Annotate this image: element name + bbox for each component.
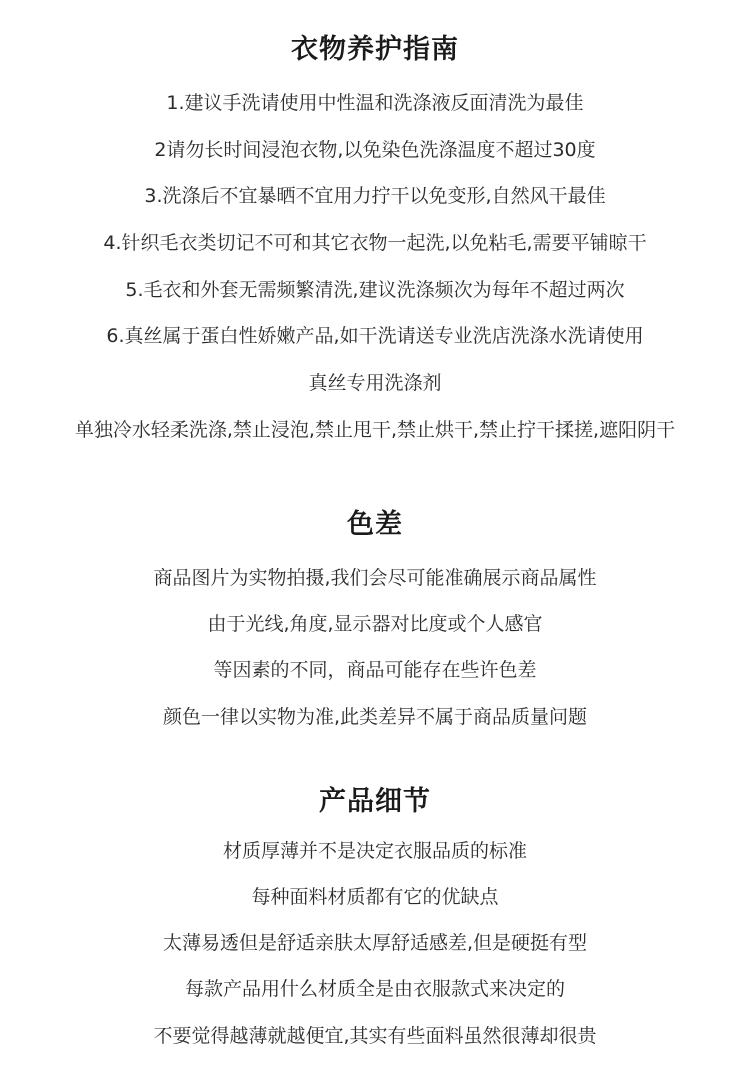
color-difference-line-2: 由于光线,角度,显示器对比度或个人感官 — [207, 613, 543, 635]
color-difference-title: 色差 — [347, 509, 403, 540]
care-guide-line-4: 4.针织毛衣类切记不可和其它衣物一起洗,以免粘毛,需要平铺晾干 — [103, 232, 647, 254]
product-details-title: 产品细节 — [319, 786, 431, 817]
care-guide-line-7: 真丝专用洗涤剂 — [308, 372, 442, 394]
care-guide-line-2: 2请勿长时间浸泡衣物,以免染色洗涤温度不超过30度 — [154, 139, 596, 161]
product-details-line-4: 每款产品用什么材质全是由衣服款式来决定的 — [184, 978, 565, 1000]
product-details-line-5: 不要觉得越薄就越便宜,其实有些面料虽然很薄却很贵 — [153, 1025, 597, 1047]
care-guide-line-1: 1.建议手洗请使用中性温和洗涤液反面清洗为最佳 — [166, 92, 584, 114]
care-guide-line-6: 6.真丝属于蛋白性娇嫩产品,如干洗请送专业洗店洗涤水洗请使用 — [106, 325, 644, 347]
care-guide-title: 衣物养护指南 — [291, 34, 459, 65]
care-guide-line-3: 3.洗涤后不宜暴晒不宜用力拧干以免变形,自然风干最佳 — [144, 185, 606, 207]
care-guide-line-5: 5.毛衣和外套无需频繁清洗,建议洗涤频次为每年不超过两次 — [125, 279, 625, 301]
color-difference-line-4: 颜色一律以实物为准,此类差异不属于商品质量问题 — [162, 706, 588, 728]
color-difference-line-3: 等因素的不同，商品可能存在些许色差 — [213, 659, 537, 681]
care-guide-line-8: 单独冷水轻柔洗涤,禁止浸泡,禁止甩干,禁止烘干,禁止拧干揉搓,遮阳阴干 — [74, 419, 676, 441]
product-details-line-3: 太薄易透但是舒适亲肤太厚舒适感差,但是硬挺有型 — [162, 932, 588, 954]
product-details-line-2: 每种面料材质都有它的优缺点 — [251, 886, 499, 908]
color-difference-line-1: 商品图片为实物拍摄,我们会尽可能准确展示商品属性 — [153, 567, 597, 589]
product-details-line-1: 材质厚薄并不是决定衣服品质的标准 — [222, 840, 527, 862]
